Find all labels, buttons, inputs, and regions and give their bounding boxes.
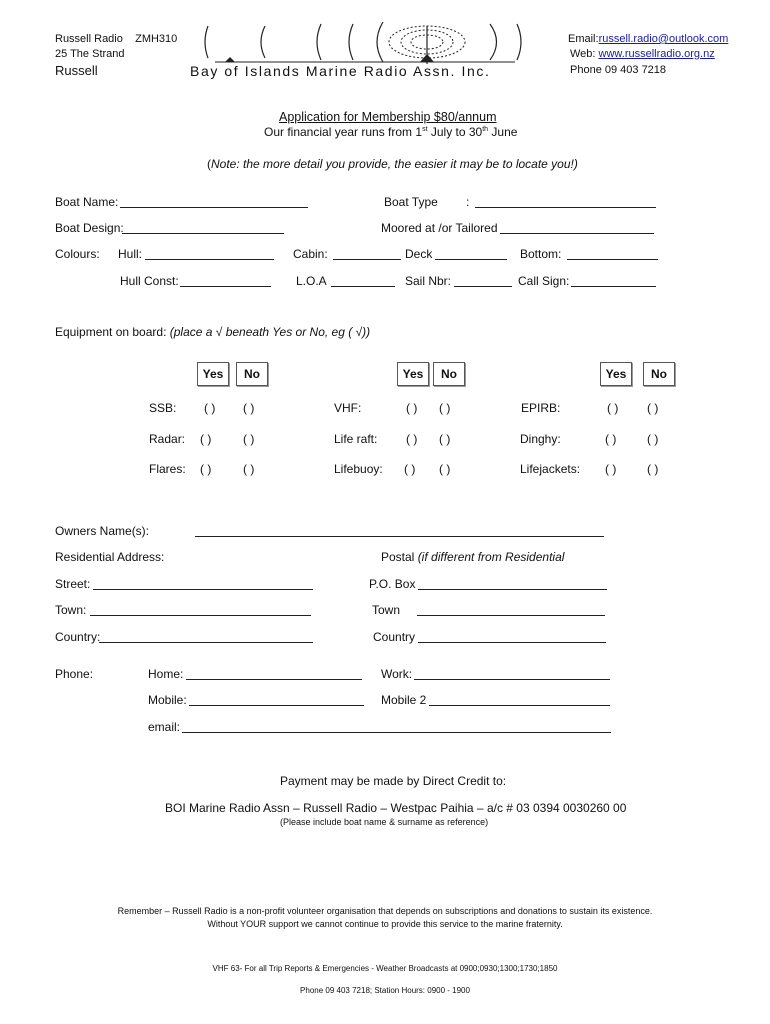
radar-label: Radar: xyxy=(149,432,186,446)
moored-label: Moored at /or Tailored xyxy=(381,221,498,235)
street-field[interactable] xyxy=(93,589,313,590)
lifebuoy-yes-checkbox[interactable]: ( ) xyxy=(404,462,416,476)
lifejackets-no-checkbox[interactable]: ( ) xyxy=(647,462,659,476)
form-title: Application for Membership $80/annum xyxy=(279,110,497,124)
year-text-a: Our financial year runs from 1 xyxy=(264,125,423,139)
liferaft-yes-checkbox[interactable]: ( ) xyxy=(406,432,418,446)
remember-line2: Without YOUR support we cannot continue to provide this service to the marine fraternity. xyxy=(207,919,563,929)
cabin-field[interactable] xyxy=(333,259,401,260)
yes-header-col3: Yes xyxy=(600,362,632,386)
postal-note: (if different from Residential xyxy=(417,550,565,564)
colours-label: Colours: xyxy=(55,247,100,261)
boat-type-colon: : xyxy=(466,195,470,209)
hull-const-field[interactable] xyxy=(180,286,271,287)
postal-town-label: Town xyxy=(372,603,401,617)
pobox-field[interactable] xyxy=(418,589,607,590)
remember-line1: Remember – Russell Radio is a non-profit volunteer organisation that depends on subscriptions and donations to sustain its existence. xyxy=(117,906,653,916)
town: Russell xyxy=(55,63,98,78)
email-link[interactable]: russell.radio@outlook.com xyxy=(598,33,729,45)
liferaft-label: Life raft: xyxy=(334,432,378,446)
boat-type-field[interactable] xyxy=(475,207,656,208)
note xyxy=(207,157,578,171)
boat-name-label: Boat Name: xyxy=(55,195,119,209)
call-sign-field[interactable] xyxy=(571,286,656,287)
web-contact xyxy=(570,48,715,60)
ssb-no-checkbox[interactable]: ( ) xyxy=(243,401,255,415)
financial-year xyxy=(264,125,517,139)
dinghy-yes-checkbox[interactable]: ( ) xyxy=(605,432,617,446)
country-label: Country: xyxy=(55,630,101,644)
residential-label: Residential Address: xyxy=(55,550,165,564)
sail-nbr-label: Sail Nbr: xyxy=(405,274,452,288)
phone-label: Phone: xyxy=(55,667,94,681)
loa-field[interactable] xyxy=(331,286,395,287)
web-label: Web: xyxy=(570,48,596,60)
epirb-label: EPIRB: xyxy=(521,401,561,415)
equipment-heading xyxy=(55,325,370,339)
dinghy-label: Dinghy: xyxy=(520,432,561,446)
lifejackets-yes-checkbox[interactable]: ( ) xyxy=(605,462,617,476)
town-field[interactable] xyxy=(90,615,311,616)
town-label: Town: xyxy=(55,603,87,617)
year-text-b: July to 30 xyxy=(427,125,483,139)
note-open-paren: ( xyxy=(207,157,211,171)
mobile2-field[interactable] xyxy=(429,705,610,706)
year-sup-2: th xyxy=(482,126,489,133)
boat-design-label: Boat Design: xyxy=(55,221,124,235)
postal-town-field[interactable] xyxy=(417,615,605,616)
web-link[interactable]: www.russellradio.org.nz xyxy=(598,48,715,60)
vhf-no-checkbox[interactable]: ( ) xyxy=(439,401,451,415)
liferaft-no-checkbox[interactable]: ( ) xyxy=(439,432,451,446)
org-name-text: Russell Radio xyxy=(55,33,123,45)
bottom-field[interactable] xyxy=(567,259,658,260)
hull-field[interactable] xyxy=(145,259,274,260)
boat-name-field[interactable] xyxy=(120,207,308,208)
radio-waves-logo-icon xyxy=(195,18,535,68)
year-text-c: June xyxy=(488,125,518,139)
yes-header-col1: Yes xyxy=(197,362,229,386)
station-hours: Phone 09 403 7218; Station Hours: 0900 - 1900 xyxy=(300,986,470,995)
equipment-label: Equipment on board: xyxy=(55,325,170,339)
boat-type-label: Boat Type xyxy=(384,195,438,209)
postal-country-field[interactable] xyxy=(418,642,606,643)
mobile2-label: Mobile 2 xyxy=(381,693,427,707)
street-label: Street: xyxy=(55,577,91,591)
no-header-col2: No xyxy=(433,362,465,386)
hull-const-label: Hull Const: xyxy=(120,274,179,288)
ssb-label: SSB: xyxy=(149,401,177,415)
hull-label: Hull: xyxy=(118,247,143,261)
payment-bank-details: BOI Marine Radio Assn – Russell Radio – Westpac Paihia – a/c # 03 0394 0030260 00 xyxy=(165,801,627,815)
yes-header-col2: Yes xyxy=(397,362,429,386)
no-header-col1: No xyxy=(236,362,268,386)
sail-nbr-field[interactable] xyxy=(454,286,512,287)
epirb-no-checkbox[interactable]: ( ) xyxy=(647,401,659,415)
email-field[interactable] xyxy=(182,732,611,733)
equipment-instruction: (place a √ beneath Yes or No, eg ( √)) xyxy=(169,325,371,339)
postal-label xyxy=(381,550,564,564)
phone-contact: Phone 09 403 7218 xyxy=(570,64,667,76)
home-phone-field[interactable] xyxy=(186,679,362,680)
address-line: 25 The Strand xyxy=(55,48,125,60)
vhf-info: VHF 63- For all Trip Reports & Emergencies - Weather Broadcasts at 0900;0930;1300;1730;1850 xyxy=(212,964,558,973)
lifebuoy-no-checkbox[interactable]: ( ) xyxy=(439,462,451,476)
email-label: email: xyxy=(148,720,181,734)
ssb-yes-checkbox[interactable]: ( ) xyxy=(204,401,216,415)
pobox-label: P.O. Box xyxy=(369,577,416,591)
year-sup-1: st xyxy=(422,126,428,133)
owners-name-field[interactable] xyxy=(195,536,604,537)
lifejackets-label: Lifejackets: xyxy=(520,462,581,476)
radar-no-checkbox[interactable]: ( ) xyxy=(243,432,255,446)
owners-name-label: Owners Name(s): xyxy=(55,524,150,538)
no-header-col3: No xyxy=(643,362,675,386)
flares-no-checkbox[interactable]: ( ) xyxy=(243,462,255,476)
postal-label-text: Postal xyxy=(381,550,418,564)
payment-reference-note: (Please include boat name & surname as reference) xyxy=(280,817,489,827)
email-label: Email: xyxy=(568,33,599,45)
mobile-label: Mobile: xyxy=(148,693,187,707)
epirb-yes-checkbox[interactable]: ( ) xyxy=(607,401,619,415)
payment-line1: Payment may be made by Direct Credit to: xyxy=(280,774,507,788)
email-contact xyxy=(568,33,728,45)
cabin-label: Cabin: xyxy=(293,247,328,261)
logo-text: Bay of Islands Marine Radio Assn. Inc. xyxy=(190,63,491,79)
moored-field[interactable] xyxy=(500,233,654,234)
boat-design-field[interactable] xyxy=(122,233,284,234)
work-phone-label: Work: xyxy=(381,667,413,681)
vhf-label: VHF: xyxy=(334,401,362,415)
work-phone-field[interactable] xyxy=(414,679,610,680)
call-sign-label: Call Sign: xyxy=(518,274,570,288)
note-text: Note: the more detail you provide, the easier it may be to locate you!) xyxy=(211,157,578,171)
callsign: ZMH310 xyxy=(135,33,178,45)
mobile-field[interactable] xyxy=(189,705,364,706)
deck-label: Deck xyxy=(405,247,433,261)
flares-label: Flares: xyxy=(149,462,186,476)
org-name xyxy=(55,33,177,45)
deck-field[interactable] xyxy=(435,259,507,260)
home-phone-label: Home: xyxy=(148,667,184,681)
country-field[interactable] xyxy=(99,642,313,643)
dinghy-no-checkbox[interactable]: ( ) xyxy=(647,432,659,446)
vhf-yes-checkbox[interactable]: ( ) xyxy=(406,401,418,415)
radar-yes-checkbox[interactable]: ( ) xyxy=(200,432,212,446)
bottom-label: Bottom: xyxy=(520,247,562,261)
lifebuoy-label: Lifebuoy: xyxy=(334,462,383,476)
loa-label: L.O.A xyxy=(296,274,327,288)
postal-country-label: Country xyxy=(373,630,416,644)
flares-yes-checkbox[interactable]: ( ) xyxy=(200,462,212,476)
